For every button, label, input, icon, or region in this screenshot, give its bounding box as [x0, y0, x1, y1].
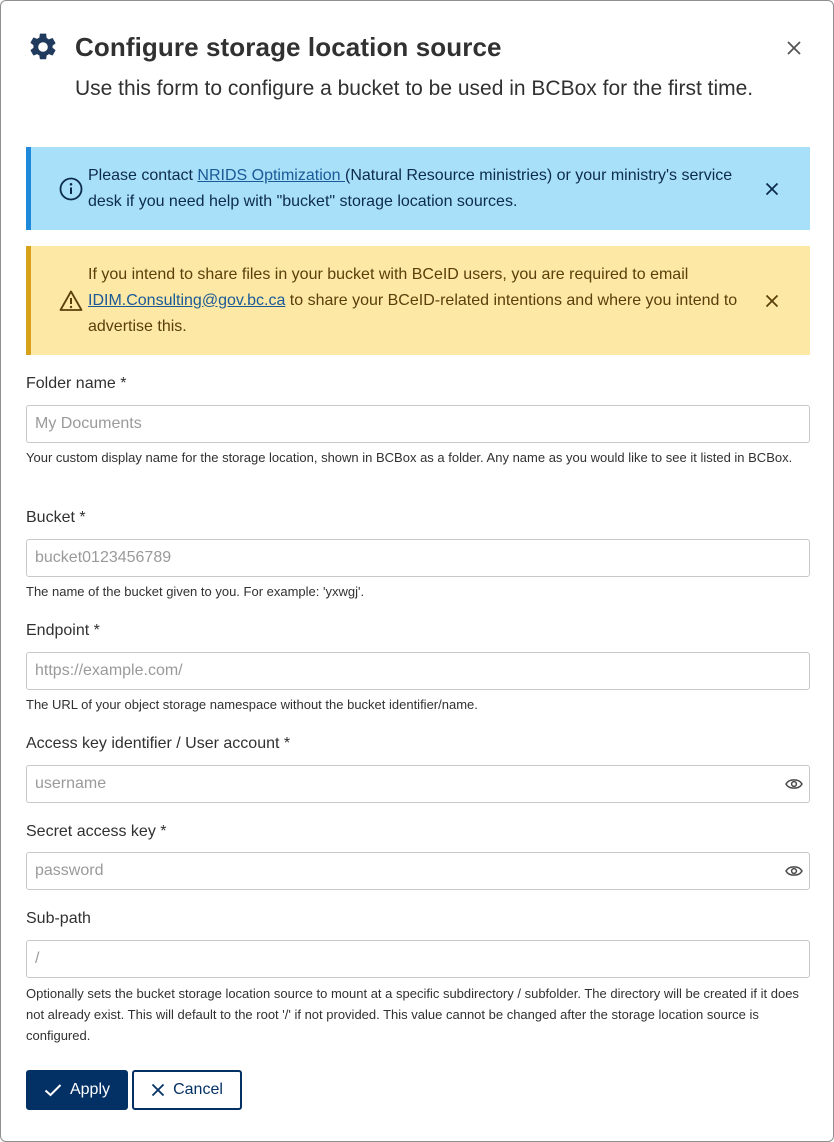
check-icon	[44, 1083, 62, 1097]
warning-alert	[26, 246, 810, 355]
cancel-button[interactable]	[132, 1070, 242, 1110]
warning-alert-close-button[interactable]	[762, 291, 782, 311]
info-alert-close-button[interactable]	[762, 179, 782, 199]
warning-alert-text	[88, 262, 748, 340]
bucket-label: Bucket *	[26, 509, 86, 526]
endpoint-input[interactable]	[26, 652, 810, 690]
info-alert-prefix: Please contact	[88, 166, 198, 184]
info-alert-suffix: (Natural Resource ministries) or your ministry's service desk if you need help with "bucket" storage location sources.	[88, 166, 733, 210]
folder-name-input[interactable]	[26, 405, 810, 443]
eye-icon[interactable]	[785, 864, 803, 878]
warning-alert-suffix: to share your BCeID-related intentions and where you intend to advertise this.	[88, 291, 738, 335]
bucket-input[interactable]	[26, 539, 810, 577]
eye-icon[interactable]	[785, 777, 803, 791]
warning-triangle-icon	[59, 289, 83, 313]
dialog-header	[27, 31, 807, 100]
endpoint-help: The URL of your object storage namespace without the bucket identifier/name.	[26, 697, 478, 712]
sub-path-help: Optionally sets the bucket storage location source to mount at a specific subdirectory / subfolder. The directory will be created if it does not already exist. This will default to the root '/' if not provided. This value cannot be changed after the storage location source is configured.	[26, 986, 799, 1043]
idim-consulting-email-link[interactable]: IDIM.Consulting@gov.bc.ca	[88, 291, 286, 309]
secret-key-label: Secret access key *	[26, 823, 167, 840]
cancel-button-label: Cancel	[173, 1081, 223, 1098]
nrids-optimization-link[interactable]: NRIDS Optimization	[197, 166, 345, 184]
info-alert-text	[88, 163, 748, 215]
sub-path-input[interactable]	[26, 940, 810, 978]
sub-path-label: Sub-path	[26, 910, 91, 927]
folder-name-help: Your custom display name for the storage location, shown in BCBox as a folder. Any name as you would like to see it listed in BCBox.	[26, 450, 793, 465]
dialog-title: Configure storage location source	[75, 31, 502, 62]
folder-name-label: Folder name *	[26, 375, 127, 392]
bucket-help: The name of the bucket given to you. For example: 'yxwgj'.	[26, 584, 365, 599]
close-icon	[786, 40, 802, 56]
info-circle-icon	[59, 177, 83, 201]
apply-button[interactable]	[26, 1070, 128, 1110]
close-dialog-button[interactable]	[781, 35, 807, 61]
endpoint-label: Endpoint *	[26, 622, 100, 639]
info-alert	[26, 147, 810, 230]
apply-button-label: Apply	[69, 1081, 111, 1098]
dialog-subtitle: Use this form to configure a bucket to be used in BCBox for the first time.	[75, 77, 754, 100]
access-key-input[interactable]	[26, 765, 810, 803]
warning-alert-prefix: If you intend to share files in your bucket with BCeID users, you are required to email	[88, 265, 689, 283]
close-icon	[765, 294, 779, 308]
secret-key-input[interactable]	[26, 852, 810, 890]
access-key-label: Access key identifier / User account *	[26, 735, 291, 752]
gear-icon	[27, 31, 59, 63]
x-icon	[151, 1083, 165, 1097]
close-icon	[765, 182, 779, 196]
